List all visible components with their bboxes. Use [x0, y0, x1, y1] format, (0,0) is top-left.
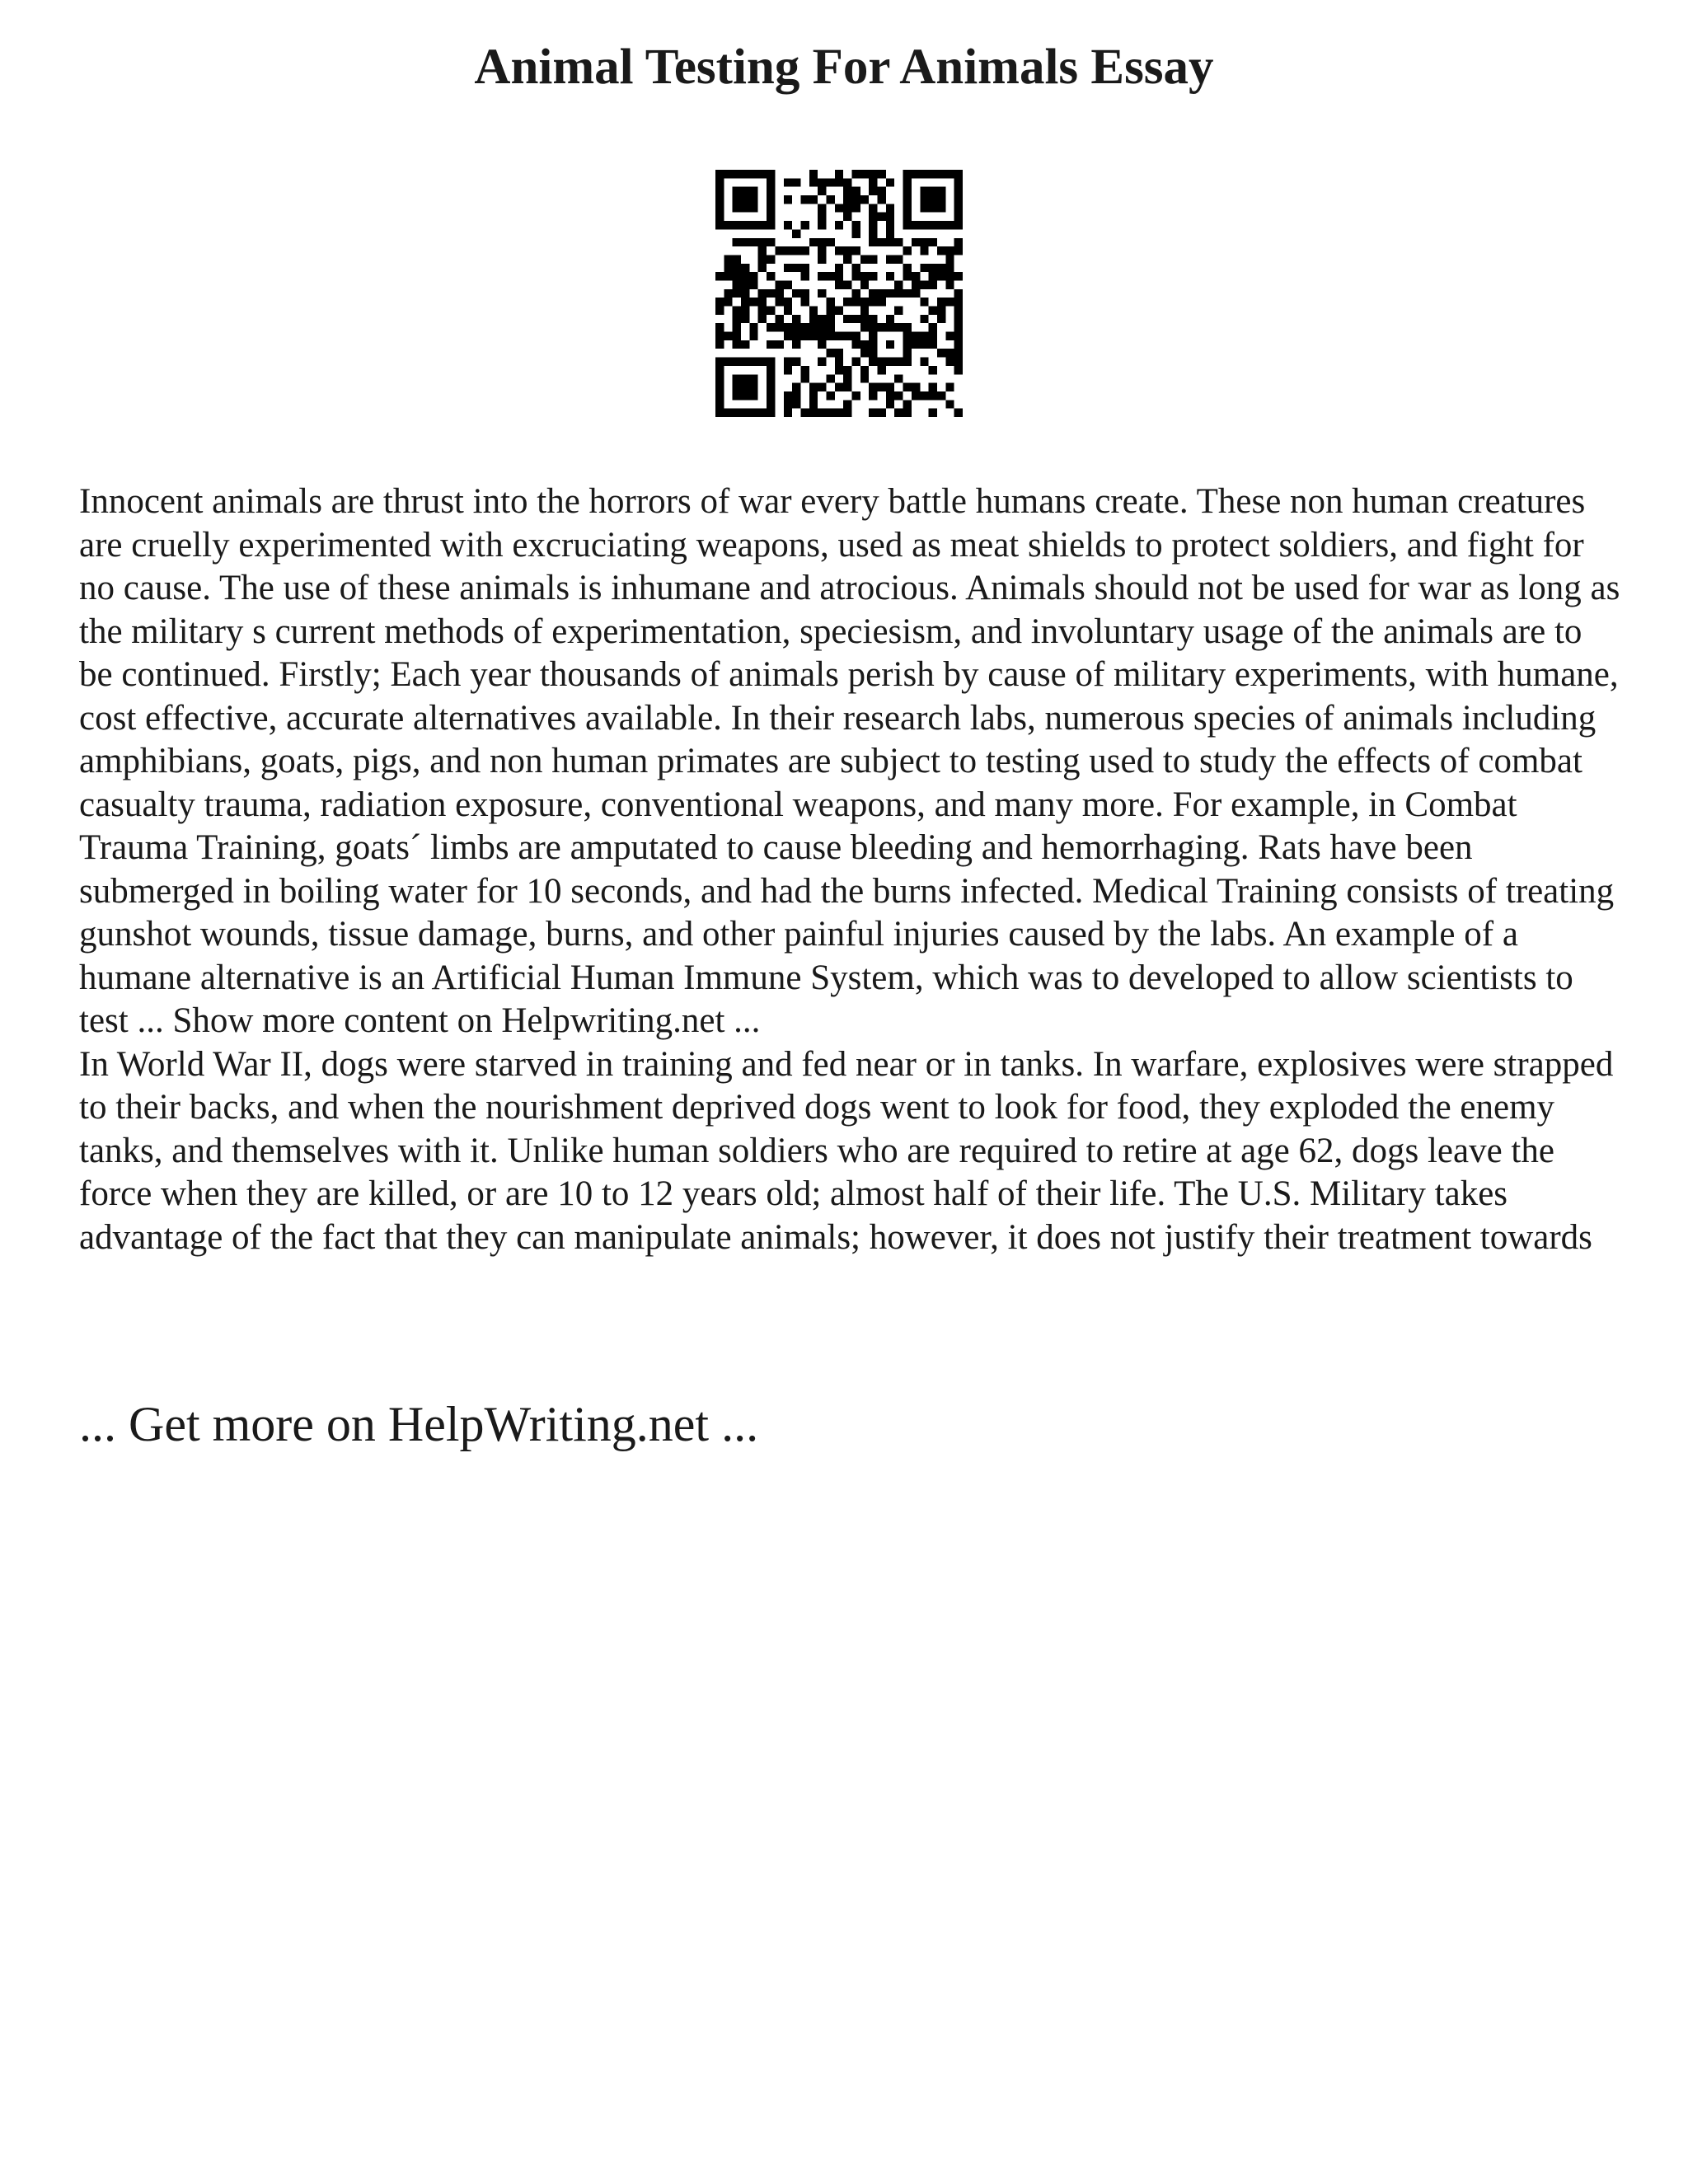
qr-code-icon[interactable]	[715, 170, 963, 417]
essay-paragraph: In World War II, dogs were starved in training and fed near or in tanks. In warfare, explosives were strapped to their backs, and when the nourishment deprived dogs went to look for food, they exploded the enemy tanks, and themselves with it. Unlike human soldiers who are required to retire at age 62, dogs leave the force when they are killed, or are 10 to 12 years old; almost half of their life. The U.S. Military takes advantage of the fact that they can manipulate animals; however, it does not justify their treatment towards	[79, 1044, 1614, 1257]
page-title: Animal Testing For Animals Essay	[474, 40, 1214, 95]
qr-code-graphic	[715, 170, 963, 417]
essay-body	[79, 480, 1620, 1259]
essay-paragraph: Innocent animals are thrust into the horrors of war every battle humans create. These non human creatures are cruelly experimented with excruciating weapons, used as meat shields to protect soldiers, and fight for no cause. The use of these animals is inhumane and atrocious. Animals should not be used for war as long as the military s current methods of experimentation, speciesism, and involuntary usage of the animals are to be continued. Firstly; Each year thousands of animals perish by cause of military experiments, with humane, cost effective, accurate alternatives available. In their research labs, numerous species of animals including amphibians, goats, pigs, and non human primates are subject to testing used to study the effects of combat casualty trauma, radiation exposure, conventional weapons, and many more. For example, in Combat Trauma Training, goats´ limbs are amputated to cause bleeding and hemorrhaging. Rats have been submerged in boiling water for 10 seconds, and had the burns infected. Medical Training consists of treating gunshot wounds, tissue damage, burns, and other painful injuries caused by the labs. An example of a humane alternative is an Artificial Human Immune System, which was to developed to allow scientists to test ... Show more content on Helpwriting.net ...	[79, 482, 1620, 1040]
get-more-link[interactable]: ... Get more on HelpWriting.net ...	[79, 1397, 759, 1451]
